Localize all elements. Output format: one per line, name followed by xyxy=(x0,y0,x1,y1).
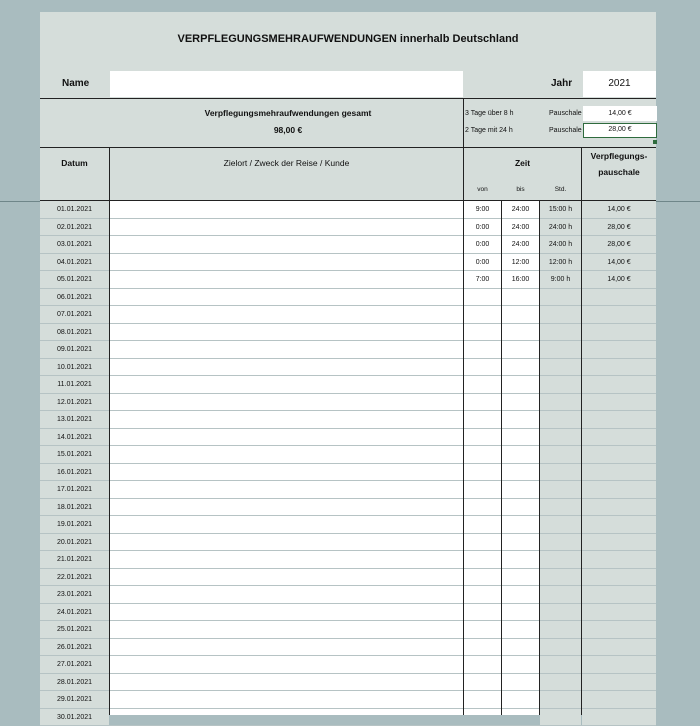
allowance-cell xyxy=(582,464,656,481)
col-header-datum-bg xyxy=(40,148,109,201)
hours-cell xyxy=(540,551,581,568)
time-to-cell[interactable] xyxy=(502,656,539,673)
destination-cell[interactable] xyxy=(110,709,463,726)
time-from-cell[interactable] xyxy=(464,446,501,463)
date-cell: 16.01.2021 xyxy=(40,464,109,481)
destination-cell[interactable] xyxy=(110,271,463,288)
col-subheader-von: von xyxy=(464,186,501,193)
hours-cell: 9:00 h xyxy=(540,271,581,288)
hours-cell xyxy=(540,341,581,358)
hours-cell xyxy=(540,499,581,516)
hours-cell xyxy=(540,586,581,603)
allowance-cell: 14,00 € xyxy=(582,271,656,288)
hours-cell xyxy=(540,691,581,708)
col-header-zeit: Zeit xyxy=(464,158,581,168)
time-to-cell[interactable] xyxy=(502,324,539,341)
grid-line-datum xyxy=(109,147,110,715)
date-cell: 12.01.2021 xyxy=(40,394,109,411)
time-from-cell[interactable]: 9:00 xyxy=(464,201,501,218)
time-to-cell[interactable] xyxy=(502,359,539,376)
time-to-cell[interactable] xyxy=(502,446,539,463)
allowance-cell xyxy=(582,429,656,446)
allowance-cell xyxy=(582,551,656,568)
destination-cell[interactable] xyxy=(110,446,463,463)
time-to-cell[interactable] xyxy=(502,621,539,638)
time-to-cell[interactable] xyxy=(502,289,539,306)
table-row xyxy=(40,324,656,342)
destination-cell[interactable] xyxy=(110,516,463,533)
date-cell: 09.01.2021 xyxy=(40,341,109,358)
table-row xyxy=(40,639,656,657)
date-cell: 14.01.2021 xyxy=(40,429,109,446)
table-row xyxy=(40,481,656,499)
table-row xyxy=(40,271,656,289)
time-from-cell[interactable] xyxy=(464,691,501,708)
allowance-cell xyxy=(582,306,656,323)
year-input[interactable]: 2021 xyxy=(583,71,656,97)
destination-cell[interactable] xyxy=(110,236,463,253)
time-from-cell[interactable] xyxy=(464,656,501,673)
allowance-cell xyxy=(582,446,656,463)
destination-cell[interactable] xyxy=(110,219,463,236)
table-row xyxy=(40,254,656,272)
table-row xyxy=(40,674,656,692)
date-cell: 28.01.2021 xyxy=(40,674,109,691)
hours-cell: 12:00 h xyxy=(540,254,581,271)
allowance-cell: 28,00 € xyxy=(582,236,656,253)
time-from-cell[interactable] xyxy=(464,499,501,516)
date-cell: 29.01.2021 xyxy=(40,691,109,708)
allowance-cell xyxy=(582,341,656,358)
rate-label-2: Pauschale xyxy=(549,127,582,134)
table-row xyxy=(40,516,656,534)
time-from-cell[interactable] xyxy=(464,709,501,726)
hours-cell: 24:00 h xyxy=(540,236,581,253)
destination-cell[interactable] xyxy=(110,359,463,376)
table-row xyxy=(40,604,656,622)
hours-cell xyxy=(540,324,581,341)
date-cell: 15.01.2021 xyxy=(40,446,109,463)
time-to-cell[interactable] xyxy=(502,604,539,621)
destination-cell[interactable] xyxy=(110,376,463,393)
time-from-cell[interactable] xyxy=(464,569,501,586)
time-to-cell[interactable] xyxy=(502,306,539,323)
table-row xyxy=(40,429,656,447)
date-cell: 04.01.2021 xyxy=(40,254,109,271)
time-to-cell[interactable] xyxy=(502,674,539,691)
grid-line-von xyxy=(501,201,502,715)
destination-cell[interactable] xyxy=(110,289,463,306)
col-header-zielort: Zielort / Zweck der Reise / Kunde xyxy=(110,158,463,168)
date-cell: 01.01.2021 xyxy=(40,201,109,218)
hours-cell xyxy=(540,656,581,673)
table-row xyxy=(40,376,656,394)
time-to-cell[interactable] xyxy=(502,429,539,446)
hours-cell xyxy=(540,376,581,393)
date-cell: 10.01.2021 xyxy=(40,359,109,376)
date-cell: 25.01.2021 xyxy=(40,621,109,638)
destination-cell[interactable] xyxy=(110,551,463,568)
time-from-cell[interactable] xyxy=(464,429,501,446)
date-cell: 03.01.2021 xyxy=(40,236,109,253)
destination-cell[interactable] xyxy=(110,306,463,323)
table-row xyxy=(40,691,656,709)
table-row xyxy=(40,551,656,569)
allowance-cell xyxy=(582,656,656,673)
time-to-cell[interactable] xyxy=(502,709,539,726)
time-from-cell[interactable] xyxy=(464,586,501,603)
destination-cell[interactable] xyxy=(110,621,463,638)
table-row xyxy=(40,236,656,254)
destination-cell[interactable] xyxy=(110,324,463,341)
time-to-cell[interactable] xyxy=(502,394,539,411)
spreadsheet-sheet xyxy=(40,12,656,715)
destination-cell[interactable] xyxy=(110,394,463,411)
time-from-cell[interactable]: 0:00 xyxy=(464,219,501,236)
allowance-cell xyxy=(582,604,656,621)
destination-cell[interactable] xyxy=(110,534,463,551)
destination-cell[interactable] xyxy=(110,691,463,708)
destination-cell[interactable] xyxy=(110,674,463,691)
hours-cell xyxy=(540,289,581,306)
allowance-cell xyxy=(582,499,656,516)
table-row xyxy=(40,219,656,237)
date-cell: 27.01.2021 xyxy=(40,656,109,673)
time-to-cell[interactable] xyxy=(502,411,539,428)
time-from-cell[interactable] xyxy=(464,639,501,656)
allowance-cell: 28,00 € xyxy=(582,219,656,236)
table-row xyxy=(40,621,656,639)
time-to-cell[interactable] xyxy=(502,516,539,533)
time-to-cell[interactable] xyxy=(502,569,539,586)
time-to-cell[interactable]: 24:00 xyxy=(502,201,539,218)
hours-cell: 15:00 h xyxy=(540,201,581,218)
time-to-cell[interactable] xyxy=(502,691,539,708)
date-cell: 21.01.2021 xyxy=(40,551,109,568)
date-cell: 13.01.2021 xyxy=(40,411,109,428)
table-row xyxy=(40,411,656,429)
destination-cell[interactable] xyxy=(110,341,463,358)
hours-cell xyxy=(540,709,581,726)
time-from-cell[interactable] xyxy=(464,604,501,621)
hours-cell: 24:00 h xyxy=(540,219,581,236)
cell-fill-handle[interactable] xyxy=(653,140,657,144)
header-divider xyxy=(40,98,656,99)
col-subheader-std: Std. xyxy=(540,186,581,193)
table-row xyxy=(40,586,656,604)
time-from-cell[interactable]: 0:00 xyxy=(464,254,501,271)
allowance-cell xyxy=(582,481,656,498)
time-to-cell[interactable] xyxy=(502,551,539,568)
rate-value-1[interactable]: 14,00 € xyxy=(583,106,657,121)
time-to-cell[interactable] xyxy=(502,586,539,603)
time-to-cell[interactable]: 16:00 xyxy=(502,271,539,288)
col-header-datum: Datum xyxy=(40,158,109,168)
allowance-cell xyxy=(582,674,656,691)
destination-cell[interactable] xyxy=(110,604,463,621)
date-cell: 11.01.2021 xyxy=(40,376,109,393)
date-cell: 06.01.2021 xyxy=(40,289,109,306)
time-from-cell[interactable]: 0:00 xyxy=(464,236,501,253)
date-cell: 26.01.2021 xyxy=(40,639,109,656)
date-cell: 19.01.2021 xyxy=(40,516,109,533)
table-row xyxy=(40,341,656,359)
destination-cell[interactable] xyxy=(110,569,463,586)
date-cell: 02.01.2021 xyxy=(40,219,109,236)
hours-cell xyxy=(540,516,581,533)
time-from-cell[interactable] xyxy=(464,411,501,428)
destination-cell[interactable] xyxy=(110,656,463,673)
date-cell: 24.01.2021 xyxy=(40,604,109,621)
hours-cell xyxy=(540,604,581,621)
time-from-cell[interactable] xyxy=(464,394,501,411)
date-cell: 23.01.2021 xyxy=(40,586,109,603)
table-row xyxy=(40,499,656,517)
hours-cell xyxy=(540,359,581,376)
date-cell: 18.01.2021 xyxy=(40,499,109,516)
hours-cell xyxy=(540,481,581,498)
hours-cell xyxy=(540,464,581,481)
table-row xyxy=(40,359,656,377)
destination-cell[interactable] xyxy=(110,499,463,516)
allowance-cell xyxy=(582,586,656,603)
time-from-cell[interactable] xyxy=(464,289,501,306)
sheet-title: VERPFLEGUNGSMEHRAUFWENDUNGEN innerhalb Deutschland xyxy=(40,33,656,45)
hours-cell xyxy=(540,394,581,411)
time-to-cell[interactable] xyxy=(502,376,539,393)
col-header-pauschale-line1: Verpflegungs- xyxy=(582,151,656,161)
date-cell: 22.01.2021 xyxy=(40,569,109,586)
destination-cell[interactable] xyxy=(110,639,463,656)
hours-cell xyxy=(540,446,581,463)
allowance-cell xyxy=(582,691,656,708)
hours-cell xyxy=(540,411,581,428)
date-cell: 30.01.2021 xyxy=(40,709,109,726)
time-from-cell[interactable] xyxy=(464,621,501,638)
table-row xyxy=(40,709,656,726)
time-to-cell[interactable] xyxy=(502,639,539,656)
destination-cell[interactable] xyxy=(110,201,463,218)
allowance-cell: 14,00 € xyxy=(582,201,656,218)
time-from-cell[interactable] xyxy=(464,551,501,568)
time-from-cell[interactable] xyxy=(464,341,501,358)
table-row xyxy=(40,464,656,482)
hours-cell xyxy=(540,639,581,656)
time-to-cell[interactable] xyxy=(502,341,539,358)
table-row xyxy=(40,534,656,552)
hours-cell xyxy=(540,569,581,586)
time-from-cell[interactable] xyxy=(464,376,501,393)
grid-line-bis xyxy=(539,201,540,715)
rate-label-1: Pauschale xyxy=(549,110,582,117)
time-from-cell[interactable] xyxy=(464,534,501,551)
date-cell: 05.01.2021 xyxy=(40,271,109,288)
col-header-pauschale-line2: pauschale xyxy=(582,167,656,177)
name-input[interactable] xyxy=(110,71,463,97)
hours-cell xyxy=(540,534,581,551)
allowance-cell xyxy=(582,621,656,638)
allowance-cell xyxy=(582,411,656,428)
time-from-cell[interactable] xyxy=(464,481,501,498)
year-label: Jahr xyxy=(551,78,572,89)
table-row xyxy=(40,289,656,307)
date-cell: 17.01.2021 xyxy=(40,481,109,498)
allowance-cell: 14,00 € xyxy=(582,254,656,271)
table-row xyxy=(40,446,656,464)
allowance-cell xyxy=(582,376,656,393)
table-row xyxy=(40,569,656,587)
date-cell: 08.01.2021 xyxy=(40,324,109,341)
time-from-cell[interactable] xyxy=(464,516,501,533)
hours-cell xyxy=(540,621,581,638)
destination-cell[interactable] xyxy=(110,464,463,481)
destination-cell[interactable] xyxy=(110,254,463,271)
destination-cell[interactable] xyxy=(110,481,463,498)
summary-total: 98,00 € xyxy=(40,125,536,135)
table-row xyxy=(40,656,656,674)
allowance-cell xyxy=(582,359,656,376)
time-to-cell[interactable]: 12:00 xyxy=(502,254,539,271)
data-rows xyxy=(40,201,656,726)
time-from-cell[interactable] xyxy=(464,674,501,691)
destination-cell[interactable] xyxy=(110,429,463,446)
time-from-cell[interactable] xyxy=(464,324,501,341)
date-cell: 20.01.2021 xyxy=(40,534,109,551)
allowance-cell xyxy=(582,289,656,306)
rate-condition-2: 2 Tage mit 24 h xyxy=(465,127,513,134)
time-from-cell[interactable] xyxy=(464,306,501,323)
hours-cell xyxy=(540,674,581,691)
time-to-cell[interactable]: 24:00 xyxy=(502,219,539,236)
allowance-cell xyxy=(582,394,656,411)
allowance-cell xyxy=(582,569,656,586)
rate-condition-1: 3 Tage über 8 h xyxy=(465,110,514,117)
table-row xyxy=(40,306,656,324)
col-header-zeit-bg xyxy=(464,148,581,201)
date-cell: 07.01.2021 xyxy=(40,306,109,323)
time-from-cell[interactable] xyxy=(464,464,501,481)
time-to-cell[interactable]: 24:00 xyxy=(502,236,539,253)
allowance-cell xyxy=(582,639,656,656)
summary-title: Verpflegungsmehraufwendungen gesamt xyxy=(40,108,536,118)
name-label: Name xyxy=(62,78,89,89)
col-subheader-bis: bis xyxy=(502,186,539,193)
table-row xyxy=(40,201,656,219)
time-to-cell[interactable] xyxy=(502,534,539,551)
allowance-cell xyxy=(582,709,656,726)
destination-cell[interactable] xyxy=(110,411,463,428)
hours-cell xyxy=(540,429,581,446)
col-header-zielort-bg xyxy=(110,148,463,201)
time-to-cell[interactable] xyxy=(502,481,539,498)
hours-cell xyxy=(540,306,581,323)
time-to-cell[interactable] xyxy=(502,464,539,481)
allowance-cell xyxy=(582,534,656,551)
grid-line-zielort xyxy=(463,98,464,715)
allowance-cell xyxy=(582,516,656,533)
table-row xyxy=(40,394,656,412)
grid-line-std xyxy=(581,147,582,715)
time-from-cell[interactable]: 7:00 xyxy=(464,271,501,288)
rate-value-2-selected[interactable]: 28,00 € xyxy=(583,123,657,138)
time-to-cell[interactable] xyxy=(502,499,539,516)
time-from-cell[interactable] xyxy=(464,359,501,376)
destination-cell[interactable] xyxy=(110,586,463,603)
allowance-cell xyxy=(582,324,656,341)
